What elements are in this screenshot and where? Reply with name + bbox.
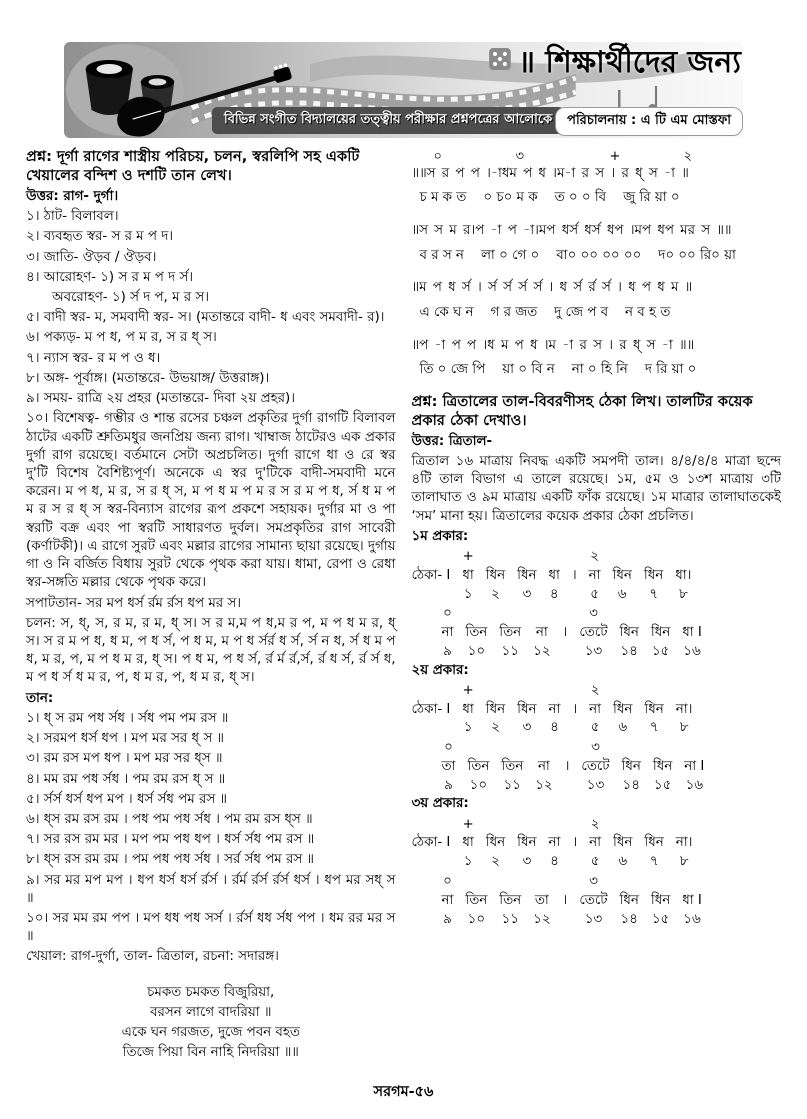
tan-item: ৩। রম রস মপ ধপ । মপ মর সর ধ্স ॥ xyxy=(26,751,223,767)
theka-bols-row xyxy=(412,701,699,720)
theka-bols-row xyxy=(436,892,708,911)
theka-numbers-row xyxy=(412,719,699,738)
theka-bols-cell: ধিন xyxy=(612,567,632,583)
theka-numbers-cell xyxy=(566,719,583,738)
theka-numbers-cell: ১৬ xyxy=(683,643,701,659)
theka-numbers-cell: ১৩ xyxy=(584,911,603,927)
theka-markers-cell xyxy=(614,873,645,892)
theka-markers-cell xyxy=(566,816,583,835)
theka-numbers-cell: ২ xyxy=(491,854,500,870)
theka-bols-cell: ধিন xyxy=(644,701,664,717)
theka-numbers-cell: ১১ xyxy=(503,777,521,793)
theka-numbers-cell: ১৫ xyxy=(651,911,670,927)
theka-table xyxy=(436,873,708,929)
raga-property-item: ৬। পক্যড়- ম প ধ, প ম র, স র ধ্ স। xyxy=(26,330,217,346)
theka-numbers-cell xyxy=(557,643,574,662)
theka-bols-cell: না xyxy=(588,567,601,583)
theka-prefix-cell xyxy=(412,548,457,567)
theka-numbers-cell: ২ xyxy=(491,720,500,736)
theka-markers-cell xyxy=(480,682,511,701)
theka-markers-cell xyxy=(557,873,574,892)
theka-numbers-cell: ৫ xyxy=(590,720,600,736)
theka-numbers-cell: ১০ xyxy=(467,911,486,927)
theka-numbers-cell: ১৩ xyxy=(586,777,605,793)
theka-prefix-cell xyxy=(412,682,457,701)
theka-bols-cell: না xyxy=(535,625,548,641)
theka-numbers-cell: ৯ xyxy=(444,777,453,793)
theka-table xyxy=(412,682,699,738)
theka-bols-cell: ধা। xyxy=(675,567,692,583)
page-label: সরগম-৫৬ xyxy=(373,1084,434,1101)
theka-bols-cell: তেটে xyxy=(581,758,610,774)
theka-numbers-cell: ১৩ xyxy=(584,643,603,659)
theka-numbers-cell: ৩ xyxy=(522,586,532,602)
theka-markers-cell xyxy=(645,873,676,892)
theka-markers-cell: + xyxy=(462,682,474,698)
theka-markers-cell xyxy=(557,605,574,624)
tan-item: ৬। ধ্স রম রস রম । পধ পম পধ র্সধ । পম রম রস ধ্স ॥ xyxy=(26,811,313,827)
theka-markers-cell: ৩ xyxy=(589,606,598,622)
theka-bols-cell: না xyxy=(548,835,561,851)
theka-markers-cell xyxy=(542,816,566,835)
answer-1-heading: উত্তর: রাগ- দুর্গা। xyxy=(26,188,119,204)
theka-bols-cell: না xyxy=(537,758,550,774)
theka-numbers-cell: ১১ xyxy=(501,643,519,659)
sargam-line: ॥স স ম র।প -া প -া।মপ ধর্স ধর্স ধপ ।মপ ধপ মর স ॥॥ xyxy=(411,223,732,239)
theka-numbers-cell xyxy=(559,777,576,796)
director-box: পরিচালনায় : এ টি এম মোস্তফা xyxy=(555,107,743,136)
theka-bols-cell: ধা xyxy=(462,567,474,583)
theka-numbers-cell: ৭ xyxy=(649,586,658,602)
theka-bols-cell: ধিন xyxy=(485,835,506,851)
question-1: প্রশ্ন: দূর্গা রাগের শাস্ত্রীয় পরিচয়, চলন, স্বরলিপি সহ একটি খেয়ালের বন্দিশ ও দশটি তান লেখ। xyxy=(26,148,360,184)
theka-bols-cell: ধিন xyxy=(619,625,639,641)
theka-bols-cell: ধিন xyxy=(485,567,506,583)
sapat-tan-line: সপাটতান- সর মপ ধর্স র্রম র্রস ধপ মর স। xyxy=(26,595,242,611)
tan-item: ৫। র্সর্স ধর্স ধপ মপ । ধর্স র্সধ পম রস ॥ xyxy=(26,791,228,807)
theka-bols-cell: না xyxy=(589,701,602,717)
theka-markers-cell xyxy=(638,548,669,567)
theka-markers-cell xyxy=(527,873,556,892)
theka-prefix-cell xyxy=(412,719,457,738)
chalan-line: চলন: স, ধ্, স, র ম, র ম, ধ্ স। স র ম,ম প ধ,ম র প, ম প ধ ম র, ধ্ স। স র ম প ধ, ধ ম, প ধ র্স, প ধ ম, ম প ধ র্সর্র ধ র্স, র্স ন ধ, র্স ধ ম প ধ, ম র, প, ম প ধ ম র, ধ্ স। প ধ ম, প ধ র্স, র্র র্ম র্র,র্স, র্র ধ র্স, র্র র্স ধ, ম প ধ র্স ধ ম র, প, ধ ম র, প, ধ ম র, ধ্ স। xyxy=(26,615,396,686)
theka-markers-cell: + xyxy=(462,549,474,565)
theka-numbers-cell: ১২ xyxy=(533,911,551,927)
theka-markers-cell xyxy=(461,739,495,758)
sargam-lyric-line: ব র স ন লা ০ গে ০ বা০ ০০ ০০ ০০ দ০ ০০ রি০ য়া xyxy=(419,247,736,263)
page-columns xyxy=(26,148,781,1063)
theka-markers-row xyxy=(412,682,699,701)
theka-bols-cell: ধিন xyxy=(613,835,633,851)
theka-markers-cell xyxy=(645,605,676,624)
prakar-label: ১ম প্রকার: xyxy=(411,528,469,544)
theka-bols-cell: ধিন xyxy=(517,567,537,583)
notation-block xyxy=(412,221,782,265)
tan-item: ১। ধ্ স রম পধ র্সধ । র্সধ পম পম রস ॥ xyxy=(26,710,229,726)
raga-property-item: ৪। আরোহণ- ১) স র ম প দ র্স। xyxy=(26,269,194,285)
lyric-line: তিজে পিয়া বিন নাহি নিদরিয়া ॥॥ xyxy=(122,1045,299,1061)
theka-markers-cell xyxy=(638,682,669,701)
theka-markers-cell xyxy=(511,816,542,835)
theka-numbers-cell: ১৫ xyxy=(653,777,672,793)
theka-table xyxy=(412,816,699,872)
theka-markers-cell xyxy=(459,605,493,624)
theka-numbers-cell: ১০ xyxy=(469,777,488,793)
dice-icon xyxy=(489,48,511,70)
theka-markers-cell xyxy=(480,816,511,835)
sargam-lyric-line: চ ম ক ত ০ চ০ ম ক ত ০ ০ বি জু রি য়া ০ xyxy=(419,190,680,206)
page-title: ॥ শিক্ষার্থীদের জন্য xyxy=(518,45,741,80)
theka-numbers-cell: ১০ xyxy=(467,643,486,659)
theka-markers-cell xyxy=(566,548,583,567)
tan-item: ৭। সর রস রম মর । মপ পম পধ ধপ । ধর্স র্সধ পম রস ॥ xyxy=(26,832,315,848)
swaralipi-notation xyxy=(412,148,782,380)
raga-property-item: ৮। অঙ্গ- পূর্বাঙ্গ। (মতান্তরে- উভয়াঙ্গ/ উত্তরাঙ্গ)। xyxy=(26,370,270,386)
theka-bols-cell: না xyxy=(548,701,561,717)
theka-numbers-row xyxy=(436,911,708,930)
theka-bols-cell: ধা xyxy=(548,567,560,583)
theka-markers-cell xyxy=(566,682,583,701)
theka-bols-cell: তিন xyxy=(499,625,522,641)
theka-bols-cell: তিন xyxy=(465,892,488,908)
theka-bols-cell: তিন xyxy=(465,625,488,641)
theka-numbers-cell: ১২ xyxy=(535,777,553,793)
theka-bols-cell: না xyxy=(441,625,454,641)
theka-markers-cell xyxy=(511,548,542,567)
theka-numbers-cell: ৪ xyxy=(550,720,559,736)
question-2: প্রশ্ন: ত্রিতালের তাল-বিবরণীসহ ঠেকা লিখ। তালটির কয়েক প্রকার ঠেকা দেখাও। xyxy=(411,392,753,429)
theka-bols-cell: । xyxy=(564,758,570,774)
tritaal-description: ত্রিতাল ১৬ মাত্রায় নিবদ্ধ একটি সমপদী তাল। ৪/৪/৪/৪ মাত্রা ছন্দে ৪টি তাল বিভাগ এ তালে রয়েছে। ১ম, ৫ম ও ১৩শ মাত্রায় ৩টি তালাঘাত ও ৯ম মাত্রায় একটি ফাঁক রয়েছে। ১ম মাত্রার তালাঘাতকেই ‘সম’ মানা হয়। ত্রিতালের কয়েক প্রকার ঠেকা প্রচলিত। xyxy=(411,453,781,524)
raga-property-item: ২। ব্যবহৃত স্বর- স র ম প দ। xyxy=(26,229,174,245)
theka-markers-cell xyxy=(495,739,529,758)
theka-numbers-cell: ৯ xyxy=(443,643,452,659)
theka-bols-cell: ধিন xyxy=(650,625,671,641)
theka-numbers-row xyxy=(412,853,699,872)
theka-markers-cell xyxy=(607,548,638,567)
prakar-label: ২য় প্রকার: xyxy=(411,662,469,678)
theka-bols-cell: । xyxy=(572,701,578,717)
theka-markers-cell xyxy=(676,605,708,624)
theka-markers-cell xyxy=(670,682,699,701)
theka-bols-cell: না। xyxy=(675,835,693,851)
theka-numbers-cell: ১২ xyxy=(533,643,551,659)
lyric-line: চমকত চমকত বিজুরিয়া, xyxy=(147,984,275,1000)
theka-numbers-cell: ১ xyxy=(463,720,473,736)
theka-markers-cell: ০ xyxy=(443,606,452,622)
theka-bols-cell: ধিন xyxy=(485,701,506,717)
theka-numbers-cell xyxy=(566,853,583,872)
theka-numbers-cell: ১১ xyxy=(501,911,519,927)
theka-bols-row xyxy=(412,567,698,586)
theka-bols-cell: ধা I xyxy=(682,625,702,641)
theka-markers-cell xyxy=(607,682,638,701)
theka-markers-cell xyxy=(614,605,645,624)
theka-markers-cell xyxy=(616,739,647,758)
theka-bols-cell: না xyxy=(441,892,454,908)
theka-markers-cell xyxy=(638,816,669,835)
theka-numbers-cell: ৮ xyxy=(679,720,689,736)
theka-markers-cell: ০ xyxy=(444,740,453,756)
theka-bols-cell: তেটে xyxy=(579,625,608,641)
theka-markers-cell: + xyxy=(462,816,474,832)
theka-numbers-cell: ৭ xyxy=(649,854,659,870)
theka-numbers-cell xyxy=(557,911,574,930)
theka-numbers-cell: ৯ xyxy=(443,911,452,927)
theka-markers-cell xyxy=(559,739,576,758)
theka-numbers-cell: ১৬ xyxy=(685,777,703,793)
theka-markers-cell xyxy=(542,548,565,567)
theka-markers-cell xyxy=(493,605,527,624)
theka-markers-cell: ২ xyxy=(590,549,599,565)
theka-bols-cell: ধিন xyxy=(644,835,664,851)
theka-bols-row xyxy=(436,758,711,777)
theka-numbers-cell: ৮ xyxy=(678,586,688,602)
theka-bols-cell: ধিন xyxy=(619,892,639,908)
theka-markers-cell xyxy=(607,816,638,835)
sargam-lyric-line: এ কে ঘ ন গ র জত দু জে প ব ন ব হ ত xyxy=(419,304,671,320)
theka-numbers-cell: ৩ xyxy=(522,854,532,870)
theka-numbers-cell: ১৬ xyxy=(683,911,701,927)
notation-block xyxy=(412,336,782,380)
theka-markers-cell xyxy=(542,682,566,701)
theka-numbers-cell: ৩ xyxy=(522,720,532,736)
tan-list xyxy=(26,710,396,947)
header-banner xyxy=(64,42,743,138)
theka-table xyxy=(436,605,708,661)
theka-bols-row xyxy=(436,624,708,643)
theka-bols-cell: । xyxy=(562,892,568,908)
theka-markers-cell xyxy=(480,548,511,567)
tan-item: ৮। ধ্স রস রম রম । পম পধ পধ র্সধ । সর্র র্সধ পম রস ॥ xyxy=(26,852,315,868)
theka-numbers-cell: ৬ xyxy=(617,586,627,602)
theka-numbers-cell: ১৪ xyxy=(622,777,640,793)
theka-bols-cell: । xyxy=(572,835,578,851)
theka-numbers-cell: ১৪ xyxy=(620,643,638,659)
tan-heading: তান: xyxy=(26,690,54,706)
sargam-line: ॥ম প ধ র্স । র্স র্স র্স র্স । ধ র্স র্র র্স । ধ প ধ ম ॥ xyxy=(411,280,693,296)
raga-property-list xyxy=(26,208,396,592)
theka-markers-cell xyxy=(678,739,710,758)
theka-numbers-cell: ১৪ xyxy=(620,911,638,927)
theka-bols-cell: না। xyxy=(675,701,693,717)
theka-bols-cell: তা xyxy=(534,892,549,908)
taal-marker: + xyxy=(609,149,621,164)
theka-prakar-list xyxy=(412,528,782,929)
theka-markers-cell: ২ xyxy=(590,682,600,698)
theka-numbers-cell: ৮ xyxy=(679,854,689,870)
theka-numbers-cell: ১ xyxy=(463,586,473,602)
theka-prefix-cell: ঠেকা- I xyxy=(411,835,451,851)
theka-bols-cell: তেটে xyxy=(579,892,608,908)
bandish-lyrics xyxy=(26,983,396,1063)
right-column xyxy=(412,148,782,929)
raga-property-item: অবরোহণ- ১) র্স দ প, ম র স। xyxy=(52,290,210,306)
theka-bols-cell: ধিন xyxy=(517,835,537,851)
theka-markers-row xyxy=(436,873,708,892)
theka-bols-cell: । xyxy=(562,625,568,641)
theka-bols-cell: ধা I xyxy=(682,892,702,908)
raga-property-item: ৫। বাদী স্বর- ম, সমবাদী স্বর- স। (মতান্তরে বাদী- ধ এবং সমবাদী- র)। xyxy=(26,310,385,326)
theka-numbers-row xyxy=(412,586,698,605)
tan-item: ৪। মম রম পধ র্সধ । পম রম রস ধ্ স ॥ xyxy=(26,771,226,787)
theka-numbers-cell: ৪ xyxy=(550,854,559,870)
theka-markers-cell xyxy=(459,873,493,892)
theka-numbers-cell xyxy=(566,586,583,605)
theka-markers-cell xyxy=(647,739,678,758)
raga-property-item: ৭। ন্যাস স্বর- র ম প ও ধ। xyxy=(26,350,161,366)
tan-item: ৯। সর মর মপ মপ । ধপ ধর্স ধর্স র্রর্স । র্রর্ম র্রর্স র্রর্স ধর্স । ধপ মর সধ্ স ॥ xyxy=(26,872,396,906)
theka-bols-cell: তা xyxy=(441,758,456,774)
tan-item: ২। সরমপ ধর্স ধপ । মপ মর সর ধ্ স ॥ xyxy=(26,731,224,747)
theka-prefix-cell: ঠেকা- I xyxy=(411,701,451,717)
theka-prefix-cell xyxy=(412,853,457,872)
theka-bols-cell: তিন xyxy=(499,892,522,908)
prakar-label: ৩য় প্রকার: xyxy=(411,796,469,812)
sargam-lyric-line: তি ০ জে পি য়া ০ বি ন না ০ হি নি দ রি য়া ০ xyxy=(419,362,697,378)
theka-markers-cell: ২ xyxy=(590,816,600,832)
theka-markers-row xyxy=(436,739,711,758)
taal-marker: ২ xyxy=(683,149,692,164)
page-footer xyxy=(26,1081,781,1105)
theka-markers-row xyxy=(412,816,699,835)
notation-block xyxy=(412,278,782,322)
theka-numbers-cell: ২ xyxy=(491,586,500,602)
theka-bols-cell: । xyxy=(571,567,577,583)
theka-markers-cell xyxy=(527,605,556,624)
theka-prefix-cell xyxy=(412,586,457,605)
theka-markers-cell: ৩ xyxy=(589,873,598,889)
kheyal-credit-line: খেয়াল: রাগ-দুর্গা, তাল- ত্রিতাল, রচনা: সদারঙ্গ। xyxy=(26,949,279,965)
theka-prefix-cell: ঠেকা- I xyxy=(411,567,451,583)
theka-numbers-cell: ১৫ xyxy=(651,643,670,659)
theka-bols-cell: তিন xyxy=(467,758,490,774)
theka-numbers-row xyxy=(436,777,711,796)
tan-item: ১০। সর মম রম পপ । মপ ধধ পধ সর্স । র্রর্স ধধ র্সধ পপ । ধম রর মর স ॥ xyxy=(26,911,396,945)
theka-prefix-cell xyxy=(412,816,457,835)
taal-marker: ০ xyxy=(433,149,442,164)
theka-bols-cell: ধিন xyxy=(652,758,673,774)
answer-2-heading: উত্তর: ত্রিতাল- xyxy=(411,433,493,449)
theka-markers-cell: ০ xyxy=(443,873,452,889)
theka-bols-cell: ধা xyxy=(462,701,474,717)
theka-markers-cell xyxy=(529,739,558,758)
sargam-line: ॥প -া প প ।ধ ম প ধ ।ম -া র স । র ধ্ স -া ॥॥ xyxy=(411,337,695,353)
raga-property-item: ৯। সময়- রাত্রি ২য় প্রহর (মতান্তরে- দিবা ২য় প্রহর)। xyxy=(26,391,296,407)
theka-markers-cell xyxy=(670,816,699,835)
theka-bols-cell: ধিন xyxy=(643,567,664,583)
theka-bols-cell: তিন xyxy=(501,758,524,774)
theka-bols-cell: না I xyxy=(684,758,705,774)
taal-marker-row xyxy=(412,148,782,164)
theka-bols-cell: না xyxy=(589,835,602,851)
raga-property-item: ১০। বিশেষত্ব- গম্ভীর ও শান্ত রসের চঞ্চল প্রকৃতির দুর্গা রাগটি বিলাবল ঠাটের একটি শ্রুতিমধুর জনপ্রিয় জন্য রাগ। খাম্বাজ ঠাটেরও এক প্রকার দুর্গা রাগ রয়েছে। বর্তমানে সেটা অপ্রচলিত। দুর্গা রাগে ধা ও রে স্বর দু'টি বিশেষ বৈশিষ্ট্যপূর্ণ। অনেকে এ স্বর দু'টিকে বাদী-সমবাদী মনে করেন। ম প ধ, ম র, স র ধ্ স, ম প ধ ম প ম র স র ম প ধ, র্স ধ ম প ম র স র ধ্ স স্বর-বিন্যাস রাগের রূপ প্রকশে সহায়ক। দুর্গার মা ও পা স্বরটি বক্র এবং পা স্বরটি সাধারণত দুর্বল। সমপ্রকৃতির রাগ সাবেরী (কর্ণাটকী)। এ রাগে সুরট এবং মল্লার রাগের সামান্য ছায়া রয়েছে। দুর্গায় গা ও নি বর্জিত বিধায় সুরট থেকে পৃথক করা যায়। ধামা, রেপা ও রেধা স্বর-সঙ্গতি মল্লার থেকে পৃথক করে। xyxy=(26,411,396,591)
theka-markers-row xyxy=(436,605,708,624)
lyric-line: একে ঘন গরজত, দুজে পবন বহত xyxy=(121,1024,300,1040)
theka-numbers-cell: ৬ xyxy=(618,854,628,870)
theka-markers-cell xyxy=(676,873,708,892)
banner-subtitle: বিভিন্ন সংগীত বিদ্যালয়ের তত্ত্বীয় পরীক্ষার প্রশ্নপত্রের আলোকে xyxy=(212,107,564,134)
theka-table xyxy=(412,548,698,604)
taal-marker: ৩ xyxy=(515,149,524,164)
theka-numbers-cell: ৬ xyxy=(618,720,628,736)
theka-table xyxy=(436,739,711,795)
theka-bols-row xyxy=(412,834,699,853)
theka-markers-row xyxy=(412,548,698,567)
theka-numbers-cell: ১ xyxy=(463,854,473,870)
theka-numbers-row xyxy=(436,643,708,662)
raga-property-item: ৩। জাতি- ঔড়ব / ঔড়ব। xyxy=(26,249,157,265)
theka-markers-cell xyxy=(669,548,697,567)
theka-markers-cell xyxy=(493,873,527,892)
theka-bols-cell: ধিন xyxy=(517,701,537,717)
notation-block xyxy=(412,148,782,208)
theka-numbers-cell: ৫ xyxy=(590,586,599,602)
left-column xyxy=(26,148,396,1063)
raga-property-item: ১। ঠাট- বিলাবল। xyxy=(26,209,119,225)
theka-markers-cell: ৩ xyxy=(591,740,600,756)
theka-bols-cell: ধিন xyxy=(621,758,641,774)
theka-bols-cell: ধিন xyxy=(613,701,633,717)
lyric-line: বরসন লাগে বাদরিয়া ॥ xyxy=(150,1004,272,1020)
theka-numbers-cell: ৫ xyxy=(590,854,600,870)
theka-bols-cell: ধিন xyxy=(650,892,671,908)
theka-markers-cell xyxy=(511,682,542,701)
theka-numbers-cell: ৭ xyxy=(649,720,659,736)
theka-numbers-cell: ৪ xyxy=(549,586,559,602)
sargam-line: ॥॥স র প প ।-াধম প ধ ।ম-া র স । র ধ্ স -া ॥ xyxy=(411,166,689,181)
theka-bols-cell: ধা xyxy=(462,835,474,851)
